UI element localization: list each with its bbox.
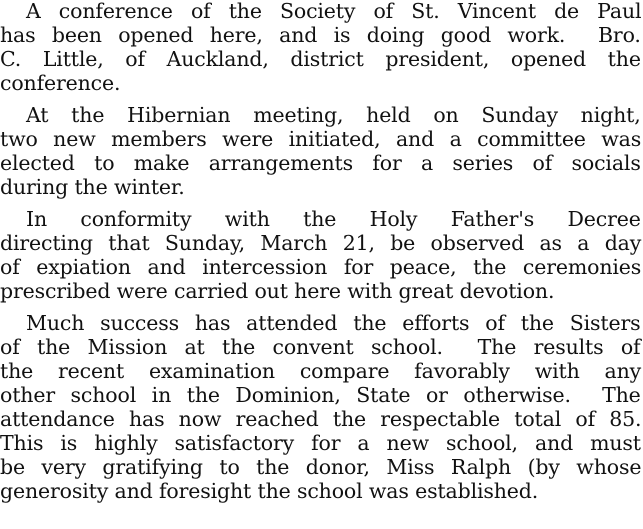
paragraph-4-line-5: attendance has now reached the respectable total of 85. (0, 407, 642, 431)
paragraph-2-line-1: At the Hibernian meeting, held on Sunday night, (26, 103, 641, 127)
paragraph-4-line-2: of the Mission at the convent school. The results of (0, 335, 641, 359)
paragraph-2-line-2: two new members were initiated, and a committee was (0, 127, 642, 151)
paragraph-4-line-8: generosity and foresight the school was established. (0, 479, 539, 503)
paragraph-4-line-6: This is highly satisfactory for a new school, and must (0, 431, 641, 455)
paragraph-3-line-4: prescribed were carried out here with great devotion. (0, 279, 555, 303)
paragraph-2-line-3: elected to make arrangements for a series of socials (0, 151, 641, 175)
paragraph-4-line-1: Much success has attended the efforts of the Sisters (26, 311, 641, 335)
paragraph-3-line-2: directing that Sunday, March 21, be observed as a day (0, 231, 642, 255)
paragraph-3-line-1: In conformity with the Holy Father's Decree (26, 207, 641, 231)
paragraph-4-line-3: the recent examination compare favorably with any (0, 359, 642, 383)
paragraph-2-line-4: during the winter. (0, 175, 185, 199)
paragraph-1-line-2: has been opened here, and is doing good work. Bro. (0, 23, 641, 47)
paragraph-1-line-4: conference. (0, 71, 121, 95)
paragraph-1-line-1: A conference of the Society of St. Vincent de Paul (26, 0, 642, 23)
paragraph-4-line-7: be very gratifying to the donor, Miss Ralph (by whose (0, 455, 642, 479)
paragraph-3-line-3: of expiation and intercession for peace, the ceremonies (0, 255, 642, 279)
paragraph-4-line-4: other school in the Dominion, State or otherwise. The (0, 383, 641, 407)
paragraph-1-line-3: C. Little, of Auckland, district president, opened the (0, 47, 641, 71)
